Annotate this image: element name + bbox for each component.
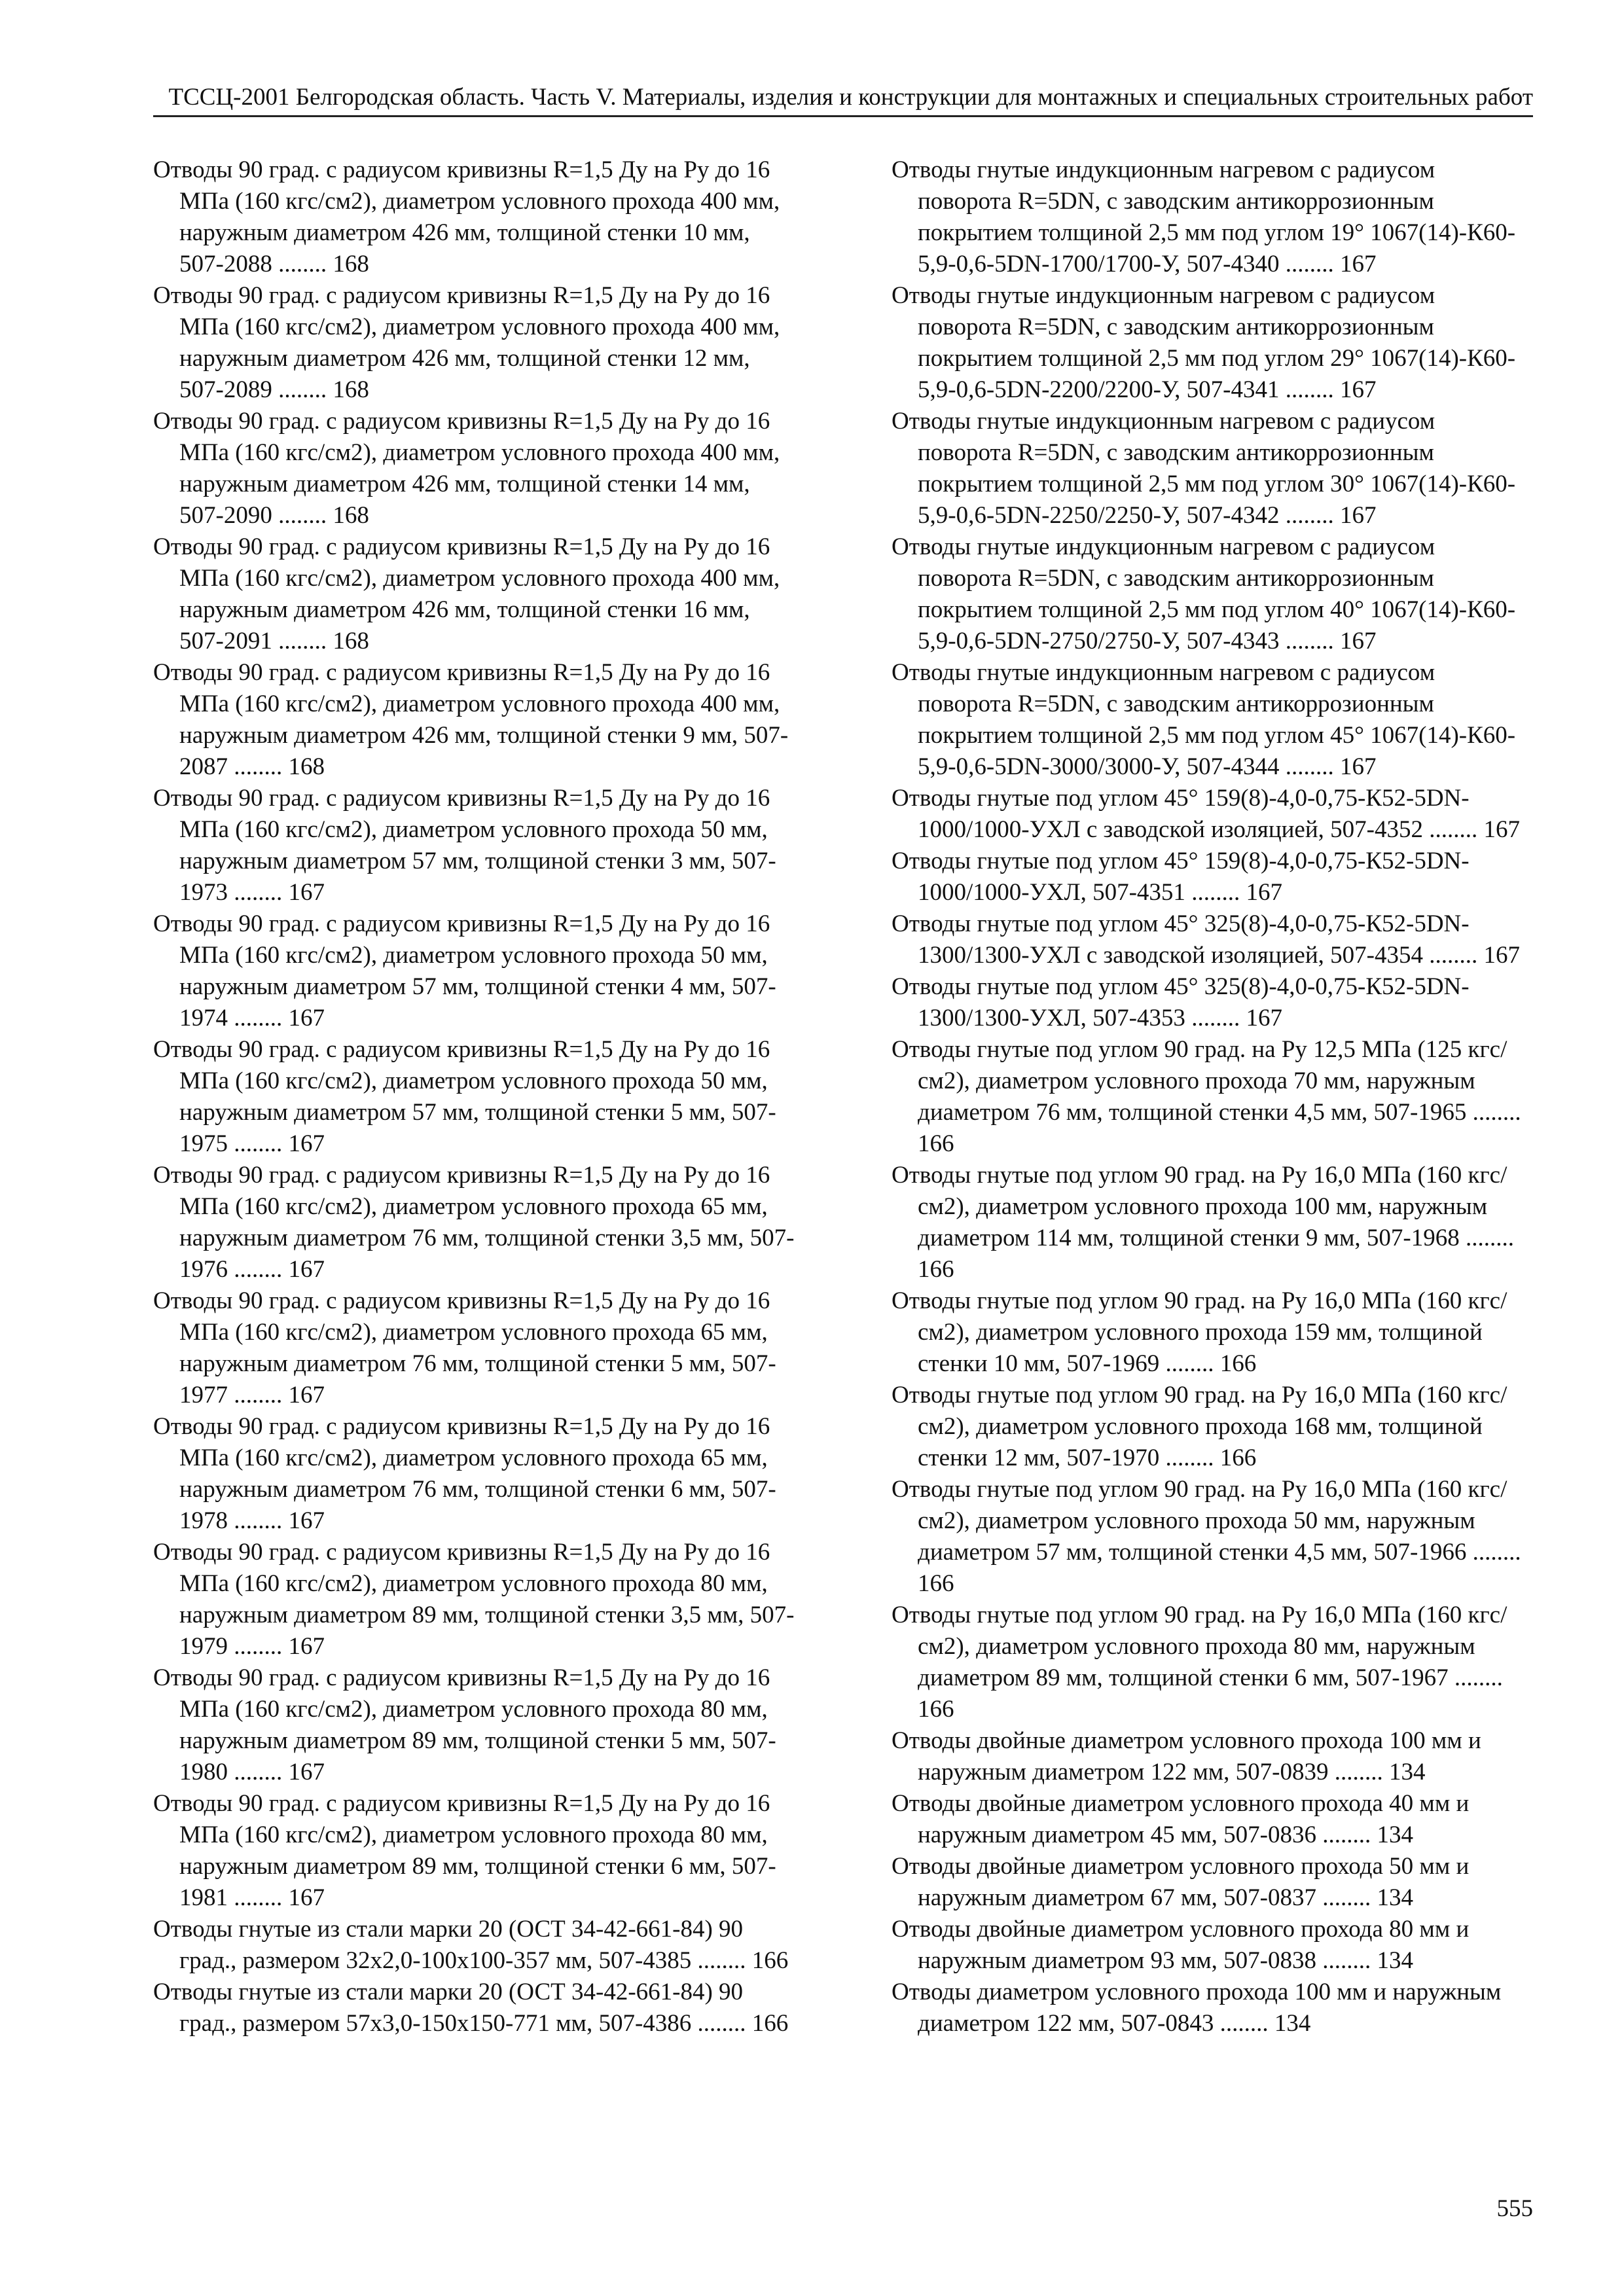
index-entry: Отводы двойные диаметром условного прохода 50 мм и наружным диаметром 67 мм, 507-0837 ........ 134	[892, 1853, 1470, 1911]
index-entry-page: 168	[288, 753, 325, 780]
index-entry-text: Отводы 90 град. с радиусом кривизны R=1,5 Ду на Ру до 16 МПа (160 кгс/см2), диаметром условного прохода 65 мм, наружным диаметром 76 мм, толщиной стенки 3,5 мм, 507-1976	[153, 1162, 795, 1283]
index-entry-page: 166	[918, 1570, 954, 1597]
index-entry-page: 134	[1377, 1884, 1414, 1911]
index-entry: Отводы гнутые индукционным нагревом с радиусом поворота R=5DN, с заводским антикоррозионным покрытием толщиной 2,5 мм под углом 30° 1067(14)-К60-5,9-0,6-5DN-2250/2250-У, 507-4342 ........ 167	[892, 408, 1516, 529]
index-entry-text: Отводы двойные диаметром условного прохода 100 мм и наружным диаметром 122 мм, 507-0839	[892, 1727, 1481, 1785]
index-entry: Отводы гнутые под углом 90 град. на Ру 16,0 МПа (160 кгс/см2), диаметром условного прохода 168 мм, толщиной стенки 12 мм, 507-1970 ........ 166	[892, 1382, 1507, 1471]
index-entry-text: Отводы 90 град. с радиусом кривизны R=1,5 Ду на Ру до 16 МПа (160 кгс/см2), диаметром условного прохода 400 мм, наружным диаметром 426 мм, толщиной стенки 12 мм, 507-2089	[153, 282, 780, 403]
index-entry: Отводы 90 град. с радиусом кривизны R=1,5 Ду на Ру до 16 МПа (160 кгс/см2), диаметром условного прохода 80 мм, наружным диаметром 89 мм, толщиной стенки 6 мм, 507-1981 ........ 167	[153, 1790, 776, 1911]
index-entry-text: Отводы 90 град. с радиусом кривизны R=1,5 Ду на Ру до 16 МПа (160 кгс/см2), диаметром условного прохода 50 мм, наружным диаметром 57 мм, толщиной стенки 5 мм, 507-1975	[153, 1036, 776, 1157]
index-entry: Отводы 90 град. с радиусом кривизны R=1,5 Ду на Ру до 16 МПа (160 кгс/см2), диаметром условного прохода 50 мм, наружным диаметром 57 мм, толщиной стенки 3 мм, 507-1973 ........ 167	[153, 785, 776, 906]
index-entry-page: 167	[1483, 816, 1520, 843]
index-entry: Отводы гнутые под углом 90 град. на Ру 16,0 МПа (160 кгс/см2), диаметром условного прохода 100 мм, наружным диаметром 114 мм, толщиной стенки 9 мм, 507-1968 ........ 166	[892, 1162, 1514, 1283]
index-entry: Отводы гнутые под углом 45° 325(8)-4,0-0,75-К52-5DN-1300/1300-УХЛ, 507-4353 ........ 167	[892, 973, 1470, 1031]
index-entry-text: Отводы 90 град. с радиусом кривизны R=1,5 Ду на Ру до 16 МПа (160 кгс/см2), диаметром условного прохода 400 мм, наружным диаметром 426 мм, толщиной стенки 9 мм, 507-2087	[153, 659, 789, 780]
index-entry-page: 167	[288, 1759, 325, 1785]
index-entry-page: 134	[1389, 1759, 1426, 1785]
index-entry-text: Отводы двойные диаметром условного прохода 80 мм и наружным диаметром 93 мм, 507-0838	[892, 1916, 1470, 1974]
index-entry-page: 166	[918, 1256, 954, 1283]
index-entry-text: Отводы 90 град. с радиусом кривизны R=1,5 Ду на Ру до 16 МПа (160 кгс/см2), диаметром условного прохода 400 мм, наружным диаметром 426 мм, толщиной стенки 10 мм, 507-2088	[153, 156, 780, 278]
index-entry-page: 134	[1377, 1821, 1414, 1848]
index-entry-page: 166	[918, 1130, 954, 1157]
index-entry: Отводы 90 град. с радиусом кривизны R=1,5 Ду на Ру до 16 МПа (160 кгс/см2), диаметром условного прохода 80 мм, наружным диаметром 89 мм, толщиной стенки 3,5 мм, 507-1979 ........ 167	[153, 1539, 795, 1660]
index-entry: Отводы гнутые под углом 90 град. на Ру 16,0 МПа (160 кгс/см2), диаметром условного прохода 80 мм, наружным диаметром 89 мм, толщиной стенки 6 мм, 507-1967 ........ 166	[892, 1602, 1507, 1723]
running-header: ТССЦ-2001 Белгородская область. Часть V. Материалы, изделия и конструкции для монтажных и специальных строительных работ	[168, 84, 1533, 111]
index-entry-page: 167	[288, 1382, 325, 1408]
index-entry: Отводы 90 град. с радиусом кривизны R=1,5 Ду на Ру до 16 МПа (160 кгс/см2), диаметром условного прохода 400 мм, наружным диаметром 426 мм, толщиной стенки 16 мм, 507-2091 ........ 168	[153, 533, 780, 655]
index-entry: Отводы диаметром условного прохода 100 мм и наружным диаметром 122 мм, 507-0843 ........ 134	[892, 1979, 1502, 2037]
index-entry-page: 167	[1340, 251, 1377, 278]
index-entry: Отводы 90 град. с радиусом кривизны R=1,5 Ду на Ру до 16 МПа (160 кгс/см2), диаметром условного прохода 400 мм, наружным диаметром 426 мм, толщиной стенки 9 мм, 507-2087 ........ 168	[153, 659, 789, 780]
index-entry-text: Отводы гнутые из стали марки 20 (ОСТ 34-42-661-84) 90 град., размером 32х2,0-100х100-357 мм, 507-4385	[153, 1916, 744, 1974]
index-entry: Отводы двойные диаметром условного прохода 100 мм и наружным диаметром 122 мм, 507-0839 ........ 134	[892, 1727, 1481, 1785]
index-entry-text: Отводы гнутые под углом 45° 325(8)-4,0-0,75-К52-5DN-1300/1300-УХЛ, 507-4353	[892, 973, 1470, 1031]
index-entry-text: Отводы гнутые индукционным нагревом с радиусом поворота R=5DN, с заводским антикоррозионным покрытием толщиной 2,5 мм под углом 19° 1067(14)-К60-5,9-0,6-5DN-1700/1700-У, 507-4340	[892, 156, 1516, 278]
index-entry: Отводы 90 град. с радиусом кривизны R=1,5 Ду на Ру до 16 МПа (160 кгс/см2), диаметром условного прохода 65 мм, наружным диаметром 76 мм, толщиной стенки 3,5 мм, 507-1976 ........ 167	[153, 1162, 795, 1283]
index-entry: Отводы гнутые под углом 45° 159(8)-4,0-0,75-К52-5DN-1000/1000-УХЛ, 507-4351 ........ 167	[892, 848, 1470, 906]
index-entry: Отводы 90 град. с радиусом кривизны R=1,5 Ду на Ру до 16 МПа (160 кгс/см2), диаметром условного прохода 50 мм, наружным диаметром 57 мм, толщиной стенки 5 мм, 507-1975 ........ 167	[153, 1036, 776, 1157]
index-entry: Отводы 90 град. с радиусом кривизны R=1,5 Ду на Ру до 16 МПа (160 кгс/см2), диаметром условного прохода 65 мм, наружным диаметром 76 мм, толщиной стенки 6 мм, 507-1978 ........ 167	[153, 1413, 776, 1534]
index-entry-text: Отводы гнутые под углом 90 град. на Ру 16,0 МПа (160 кгс/см2), диаметром условного прохода 80 мм, наружным диаметром 89 мм, толщиной стенки 6 мм, 507-1967	[892, 1602, 1507, 1691]
index-entry-text: Отводы 90 град. с радиусом кривизны R=1,5 Ду на Ру до 16 МПа (160 кгс/см2), диаметром условного прохода 80 мм, наружным диаметром 89 мм, толщиной стенки 6 мм, 507-1981	[153, 1790, 776, 1911]
index-entry-page: 168	[333, 376, 369, 403]
index-entry-text: Отводы гнутые индукционным нагревом с радиусом поворота R=5DN, с заводским антикоррозионным покрытием толщиной 2,5 мм под углом 30° 1067(14)-К60-5,9-0,6-5DN-2250/2250-У, 507-4342	[892, 408, 1516, 529]
index-entry-page: 166	[751, 2010, 789, 2037]
index-entry: Отводы 90 град. с радиусом кривизны R=1,5 Ду на Ру до 16 МПа (160 кгс/см2), диаметром условного прохода 400 мм, наружным диаметром 426 мм, толщиной стенки 14 мм, 507-2090 ........ 168	[153, 408, 780, 529]
index-entry-page: 167	[288, 1633, 325, 1660]
index-entry: Отводы гнутые под углом 90 град. на Ру 12,5 МПа (125 кгс/см2), диаметром условного прохода 70 мм, наружным диаметром 76 мм, толщиной стенки 4,5 мм, 507-1965 ........ 166	[892, 1036, 1521, 1157]
index-entry-page: 167	[1340, 628, 1377, 655]
index-entry-text: Отводы гнутые под углом 90 град. на Ру 16,0 МПа (160 кгс/см2), диаметром условного прохода 168 мм, толщиной стенки 12 мм, 507-1970	[892, 1382, 1507, 1471]
index-entry-page: 167	[288, 1005, 325, 1031]
index-entry-text: Отводы гнутые под углом 90 град. на Ру 12,5 МПа (125 кгс/см2), диаметром условного прохода 70 мм, наружным диаметром 76 мм, толщиной стенки 4,5 мм, 507-1965	[892, 1036, 1507, 1126]
index-entry: Отводы двойные диаметром условного прохода 40 мм и наружным диаметром 45 мм, 507-0836 ........ 134	[892, 1790, 1470, 1848]
index-entry-page: 167	[288, 1507, 325, 1534]
index-entry-page: 166	[1219, 1350, 1257, 1377]
index-entry-text: Отводы гнутые индукционным нагревом с радиусом поворота R=5DN, с заводским антикоррозионным покрытием толщиной 2,5 мм под углом 45° 1067(14)-К60-5,9-0,6-5DN-3000/3000-У, 507-4344	[892, 659, 1516, 780]
index-entry: Отводы гнутые индукционным нагревом с радиусом поворота R=5DN, с заводским антикоррозионным покрытием толщиной 2,5 мм под углом 45° 1067(14)-К60-5,9-0,6-5DN-3000/3000-У, 507-4344 ........ 167	[892, 659, 1516, 780]
index-entry-text: Отводы 90 град. с радиусом кривизны R=1,5 Ду на Ру до 16 МПа (160 кгс/см2), диаметром условного прохода 50 мм, наружным диаметром 57 мм, толщиной стенки 4 мм, 507-1974	[153, 910, 776, 1031]
index-entry-text: Отводы гнутые под углом 90 град. на Ру 16,0 МПа (160 кгс/см2), диаметром условного прохода 50 мм, наружным диаметром 57 мм, толщиной стенки 4,5 мм, 507-1966	[892, 1476, 1507, 1566]
index-entry-text: Отводы 90 град. с радиусом кривизны R=1,5 Ду на Ру до 16 МПа (160 кгс/см2), диаметром условного прохода 80 мм, наружным диаметром 89 мм, толщиной стенки 3,5 мм, 507-1979	[153, 1539, 795, 1660]
index-entry-page: 168	[333, 628, 369, 655]
index-entry-text: Отводы гнутые под углом 45° 159(8)-4,0-0,75-К52-5DN-1000/1000-УХЛ с заводской изоляцией, 507-4352	[892, 785, 1470, 843]
index-entry-page: 134	[1377, 1947, 1414, 1974]
index-entry: Отводы 90 град. с радиусом кривизны R=1,5 Ду на Ру до 16 МПа (160 кгс/см2), диаметром условного прохода 80 мм, наружным диаметром 89 мм, толщиной стенки 5 мм, 507-1980 ........ 167	[153, 1664, 776, 1785]
index-entry: Отводы двойные диаметром условного прохода 80 мм и наружным диаметром 93 мм, 507-0838 ........ 134	[892, 1916, 1470, 1974]
index-entry: Отводы 90 град. с радиусом кривизны R=1,5 Ду на Ру до 16 МПа (160 кгс/см2), диаметром условного прохода 50 мм, наружным диаметром 57 мм, толщиной стенки 4 мм, 507-1974 ........ 167	[153, 910, 776, 1031]
page-number: 555	[1496, 2195, 1533, 2222]
index-entry-text: Отводы гнутые индукционным нагревом с радиусом поворота R=5DN, с заводским антикоррозионным покрытием толщиной 2,5 мм под углом 40° 1067(14)-К60-5,9-0,6-5DN-2750/2750-У, 507-4343	[892, 533, 1516, 655]
index-entry-page: 167	[288, 879, 325, 906]
index-entry: Отводы гнутые индукционным нагревом с радиусом поворота R=5DN, с заводским антикоррозионным покрытием толщиной 2,5 мм под углом 19° 1067(14)-К60-5,9-0,6-5DN-1700/1700-У, 507-4340 ........ 167	[892, 156, 1516, 278]
index-entry-text: Отводы двойные диаметром условного прохода 40 мм и наружным диаметром 45 мм, 507-0836	[892, 1790, 1470, 1848]
index-column-right	[892, 154, 1533, 2039]
index-entry-text: Отводы 90 град. с радиусом кривизны R=1,5 Ду на Ру до 16 МПа (160 кгс/см2), диаметром условного прохода 400 мм, наружным диаметром 426 мм, толщиной стенки 14 мм, 507-2090	[153, 408, 780, 529]
index-entry: Отводы гнутые под углом 45° 325(8)-4,0-0,75-К52-5DN-1300/1300-УХЛ с заводской изоляцией, 507-4354 ........ 167	[892, 910, 1520, 969]
header-rule	[153, 115, 1533, 117]
index-entry-page: 167	[1340, 753, 1377, 780]
index-entry-text: Отводы гнутые из стали марки 20 (ОСТ 34-42-661-84) 90 град., размером 57х3,0-150х150-771 мм, 507-4386	[153, 1979, 744, 2037]
index-entry-text: Отводы 90 град. с радиусом кривизны R=1,5 Ду на Ру до 16 МПа (160 кгс/см2), диаметром условного прохода 400 мм, наружным диаметром 426 мм, толщиной стенки 16 мм, 507-2091	[153, 533, 780, 655]
index-entry: Отводы гнутые под углом 90 град. на Ру 16,0 МПа (160 кгс/см2), диаметром условного прохода 50 мм, наружным диаметром 57 мм, толщиной стенки 4,5 мм, 507-1966 ........ 166	[892, 1476, 1521, 1597]
index-entry-page: 167	[1340, 502, 1377, 529]
index-entry-text: Отводы гнутые под углом 90 град. на Ру 16,0 МПа (160 кгс/см2), диаметром условного прохода 159 мм, толщиной стенки 10 мм, 507-1969	[892, 1287, 1507, 1377]
index-entry-text: Отводы гнутые под углом 90 град. на Ру 16,0 МПа (160 кгс/см2), диаметром условного прохода 100 мм, наружным диаметром 114 мм, толщиной стенки 9 мм, 507-1968	[892, 1162, 1507, 1251]
index-entry-page: 168	[333, 251, 369, 278]
index-entry: Отводы гнутые из стали марки 20 (ОСТ 34-42-661-84) 90 град., размером 57х3,0-150х150-771 мм, 507-4386 ........ 166	[153, 1979, 789, 2037]
index-entry-text: Отводы гнутые под углом 45° 159(8)-4,0-0,75-К52-5DN-1000/1000-УХЛ, 507-4351	[892, 848, 1470, 906]
index-entry-text: Отводы 90 град. с радиусом кривизны R=1,5 Ду на Ру до 16 МПа (160 кгс/см2), диаметром условного прохода 50 мм, наружным диаметром 57 мм, толщиной стенки 3 мм, 507-1973	[153, 785, 776, 906]
index-entry: Отводы гнутые индукционным нагревом с радиусом поворота R=5DN, с заводским антикоррозионным покрытием толщиной 2,5 мм под углом 40° 1067(14)-К60-5,9-0,6-5DN-2750/2750-У, 507-4343 ........ 167	[892, 533, 1516, 655]
index-entry: Отводы 90 град. с радиусом кривизны R=1,5 Ду на Ру до 16 МПа (160 кгс/см2), диаметром условного прохода 65 мм, наружным диаметром 76 мм, толщиной стенки 5 мм, 507-1977 ........ 167	[153, 1287, 776, 1408]
index-entry-text: Отводы гнутые под углом 45° 325(8)-4,0-0,75-К52-5DN-1300/1300-УХЛ с заводской изоляцией, 507-4354	[892, 910, 1470, 969]
index-entry-text: Отводы гнутые индукционным нагревом с радиусом поворота R=5DN, с заводским антикоррозионным покрытием толщиной 2,5 мм под углом 29° 1067(14)-К60-5,9-0,6-5DN-2200/2200-У, 507-4341	[892, 282, 1516, 403]
index-entry: Отводы гнутые под углом 90 град. на Ру 16,0 МПа (160 кгс/см2), диаметром условного прохода 159 мм, толщиной стенки 10 мм, 507-1969 ........ 166	[892, 1287, 1507, 1377]
index-column-left	[153, 154, 795, 2039]
index-entry: Отводы гнутые индукционным нагревом с радиусом поворота R=5DN, с заводским антикоррозионным покрытием толщиной 2,5 мм под углом 29° 1067(14)-К60-5,9-0,6-5DN-2200/2200-У, 507-4341 ........ 167	[892, 282, 1516, 403]
index-entry-text: Отводы 90 град. с радиусом кривизны R=1,5 Ду на Ру до 16 МПа (160 кгс/см2), диаметром условного прохода 80 мм, наружным диаметром 89 мм, толщиной стенки 5 мм, 507-1980	[153, 1664, 776, 1785]
index-entry-page: 168	[333, 502, 369, 529]
index-entry-page: 167	[1246, 1005, 1282, 1031]
index-entry-page: 167	[288, 1884, 325, 1911]
index-entry-text: Отводы двойные диаметром условного прохода 50 мм и наружным диаметром 67 мм, 507-0837	[892, 1853, 1470, 1911]
index-entry-text: Отводы 90 град. с радиусом кривизны R=1,5 Ду на Ру до 16 МПа (160 кгс/см2), диаметром условного прохода 65 мм, наружным диаметром 76 мм, толщиной стенки 6 мм, 507-1978	[153, 1413, 776, 1534]
index-entry-page: 167	[1483, 942, 1520, 969]
index-entry-page: 134	[1274, 2010, 1311, 2037]
index-entry-page: 166	[918, 1696, 954, 1723]
index-entry: Отводы гнутые под углом 45° 159(8)-4,0-0,75-К52-5DN-1000/1000-УХЛ с заводской изоляцией, 507-4352 ........ 167	[892, 785, 1520, 843]
index-entry-text: Отводы диаметром условного прохода 100 мм и наружным диаметром 122 мм, 507-0843	[892, 1979, 1502, 2037]
index-entry: Отводы гнутые из стали марки 20 (ОСТ 34-42-661-84) 90 град., размером 32х2,0-100х100-357 мм, 507-4385 ........ 166	[153, 1916, 789, 1974]
index-entry-page: 167	[1340, 376, 1377, 403]
index-entry: Отводы 90 град. с радиусом кривизны R=1,5 Ду на Ру до 16 МПа (160 кгс/см2), диаметром условного прохода 400 мм, наружным диаметром 426 мм, толщиной стенки 10 мм, 507-2088 ........ 168	[153, 156, 780, 278]
index-entry-page: 167	[288, 1256, 325, 1283]
index-entry-text: Отводы 90 град. с радиусом кривизны R=1,5 Ду на Ру до 16 МПа (160 кгс/см2), диаметром условного прохода 65 мм, наружным диаметром 76 мм, толщиной стенки 5 мм, 507-1977	[153, 1287, 776, 1408]
index-entry-page: 167	[1246, 879, 1282, 906]
index-entry-page: 167	[288, 1130, 325, 1157]
index-entry-page: 166	[751, 1947, 789, 1974]
index-entry-page: 166	[1219, 1444, 1257, 1471]
index-entry: Отводы 90 град. с радиусом кривизны R=1,5 Ду на Ру до 16 МПа (160 кгс/см2), диаметром условного прохода 400 мм, наружным диаметром 426 мм, толщиной стенки 12 мм, 507-2089 ........ 168	[153, 282, 780, 403]
